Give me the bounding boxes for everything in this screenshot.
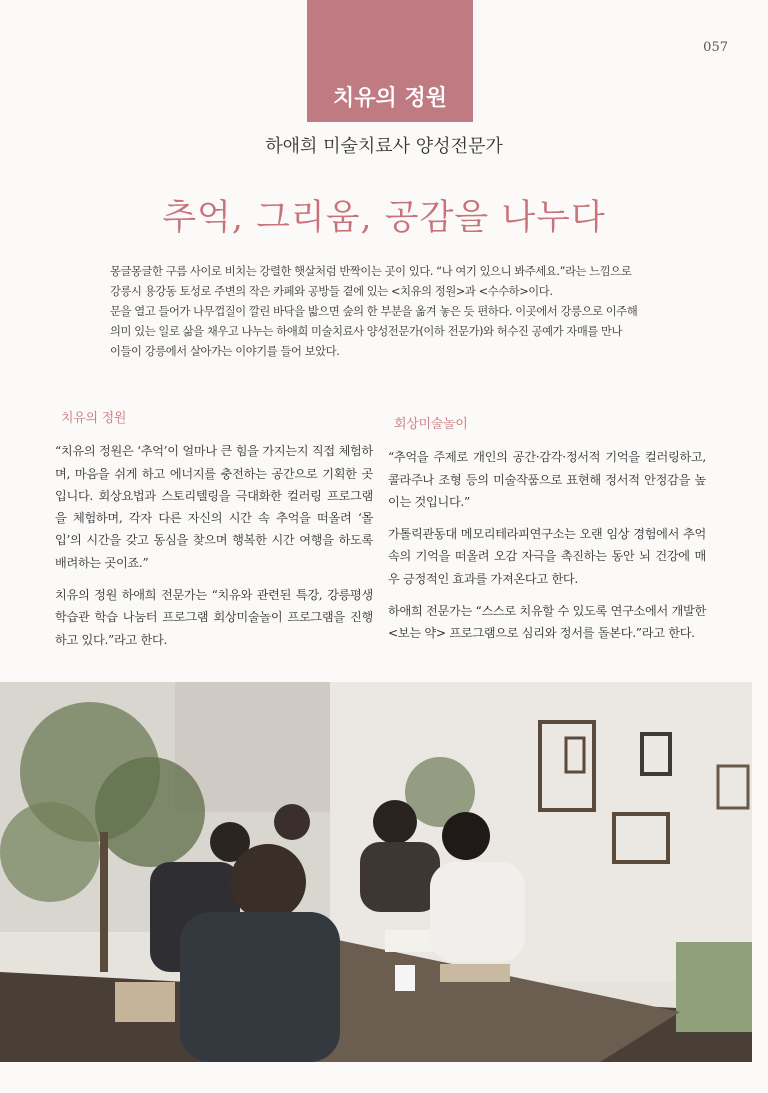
person-head — [442, 812, 490, 860]
paint-tray — [440, 964, 510, 982]
person-head — [230, 844, 306, 920]
tree-trunk — [100, 832, 108, 972]
body-paragraph: 가톨릭관동대 메모리테라피연구소는 오랜 임상 경험에서 추억 속의 기억을 떠올려 오감 자극을 촉진하는 동안 뇌 건강에 매우 긍정적인 효과를 가져온다고 한다. — [388, 527, 706, 586]
body-paragraph: 치유의 정원 하애희 전문가는 “치유와 관련된 특강, 강릉평생학습관 학습 나눔터 프로그램 회상미술놀이 프로그램을 진행하고 있다.”라고 한다. — [55, 588, 373, 647]
section-title-healing-garden: 치유의 정원 — [61, 411, 127, 426]
person-body — [430, 862, 525, 962]
intro-line: 강릉시 용강동 토성로 주변의 작은 카페와 공방들 곁에 있는 <치유의 정원>과 <수수하>이다. — [110, 285, 553, 298]
body-paragraph: 하애희 전문가는 “스스로 치유할 수 있도록 연구소에서 개발한 <보는 약> 프로그램으로 심리와 정서를 돌본다.”라고 한다. — [388, 604, 706, 641]
body-paragraph: “치유의 정원은 ‘추억’이 얼마나 큰 힘을 가지는지 직접 체험하며, 마음을 쉬게 하고 에너지를 충전하는 공간으로 기획한 곳입니다. 회상요법과 스토리텔링을 극대화한 컬러링 프로그램을 체험하며, 각자 다른 자신의 시간 속 추억을 떠올려 ‘몰입’의 시간을 갖고 동심을 찾으며 행복한 시간 여행을 하도록 배려하는 곳이죠.” — [55, 444, 373, 570]
person-body — [180, 912, 340, 1062]
section-tab — [307, 0, 473, 122]
section-title-reminiscence-art: 회상미술놀이 — [394, 417, 468, 432]
article-headline: 추억, 그리움, 공감을 나누다 — [162, 198, 606, 238]
person-head — [274, 804, 310, 840]
right-column — [388, 414, 706, 655]
chair — [115, 982, 175, 1022]
tree-foliage — [95, 757, 205, 867]
section-tab-label: 치유의 정원 — [333, 86, 447, 111]
intro-line: 의미 있는 일로 삶을 채우고 나누는 하애희 미술치료사 양성전문가(이하 전문가)와 허수진 공예가 자매를 만나 — [110, 325, 623, 338]
tree-foliage — [0, 802, 100, 902]
body-paragraph: “추억을 주제로 개인의 공간·감각·정서적 기억을 컬러링하고, 콜라주나 조형 등의 미술작품으로 표현해 정서적 안정감을 높이는 것입니다.” — [388, 450, 706, 509]
person-head — [373, 800, 417, 844]
page-number: 057 — [703, 40, 728, 55]
article-photo — [0, 682, 752, 1062]
painting — [676, 942, 752, 1032]
photo-illustration — [0, 682, 752, 1062]
left-column — [55, 408, 373, 661]
person-body — [360, 842, 440, 912]
intro-line: 이들이 강릉에서 살아가는 이야기를 들어 보았다. — [110, 345, 340, 358]
intro-paragraph — [110, 262, 665, 362]
cup — [395, 965, 415, 991]
intro-line: 문을 열고 들어가 나무껍질이 깔린 바닥을 밟으면 숲의 한 부분을 옮겨 놓은 듯 편하다. 이곳에서 강릉으로 이주해 — [110, 305, 638, 318]
intro-line: 몽글몽글한 구름 사이로 비치는 강렬한 햇살처럼 반짝이는 곳이 있다. “나 여기 있으니 봐주세요.”라는 느낌으로 — [110, 265, 632, 278]
article-subtitle: 하애희 미술치료사 양성전문가 — [265, 136, 503, 157]
